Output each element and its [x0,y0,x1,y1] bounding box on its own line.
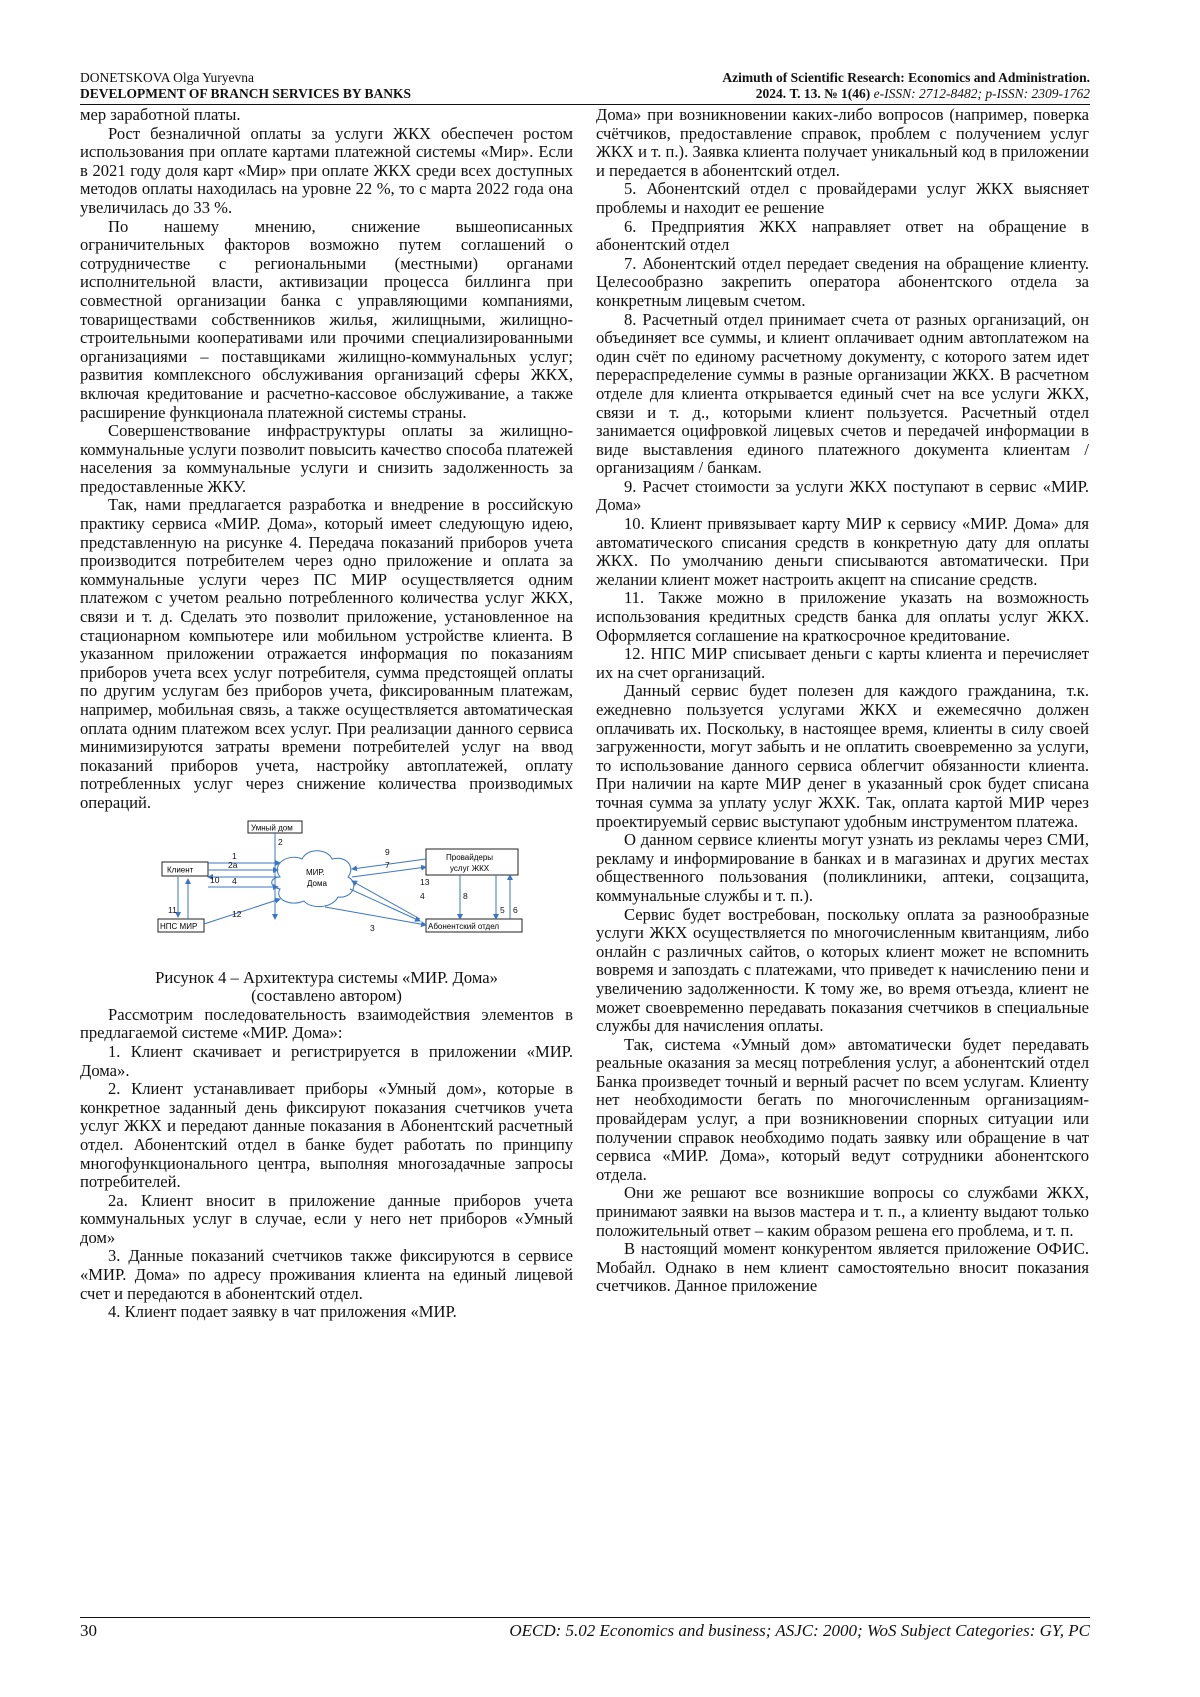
arrow-number: 3 [370,922,375,933]
figure-caption [80,969,573,1006]
page-footer [80,1617,1090,1640]
nps-mir-label: НПС МИР [160,921,198,931]
paragraph: мер заработной платы. [80,105,241,124]
paragraph: 3. Данные показаний счетчиков также фиксируются в сервисе «МИР. Дома» по адресу проживания клиента на единый лицевой счет и передаются в абонентский отдел. [80,1246,573,1303]
arrow-number: 4 [420,890,425,901]
header-article-title: DEVELOPMENT OF BRANCH SERVICES BY BANKS [80,86,411,101]
paragraph: Данный сервис будет полезен для каждого гражданина, т.к. ежедневно пользуется услугами ЖКХ и ежемесячно должен оплачивать их. Поскольку, в настоящее время, клиенты в силу своей загруженности, могут забыть и не оплатить своевременно за услуги, то использование данного сервиса облегчит обязанности клиента. При наличии на карте МИР денег в указанный срок будет списана точная сумма за уплату услуг ЖХК. Так, оплата картой МИР через проектируемый сервис выступают удобным инструментом платежа. [596,681,1089,831]
smart-home-label: Умный дом [251,823,293,833]
paragraph: По нашему мнению, снижение вышеописанных ограничительных факторов возможно путем соглашений о сотрудничестве с региональными (местными) органами исполнительной власти, активизации процесса биллинга при совместной организации банка с управляющими компаниями, товариществами собственников жилья, жилищными, жилищно-строительными кооперативами или прочими специализированными организациями – поставщиками жилищно-коммунальных услуг; развития комплексного обслуживания организаций сферы ЖКХ, включая кредитование и расчетно-кассовое обслуживание, а также расширение функционала платежной системы страны. [80,216,573,422]
paragraph: Так, нами предлагается разработка и внедрение в российскую практику сервиса «МИР. Дома», который имеет следующую идею, представленную на рисунке 4. Передача показаний приборов учета производится потребителем через одно приложение и оплата за коммунальные услуги через ПС МИР осуществляется одним платежом с учетом реально потребленного количества услуг ЖКХ, связи и т. д. Сделать это позволит приложение, установленное на стационарном компьютере или мобильном устройстве клиента. В указанном приложении отражается информация по показаниям приборов учета всех услуг потребителя, сумма предстоящей оплаты по другим услугам без приборов учета, фиксированным платежам, например, мобильная связь, а также осуществляется автоматическая оплата одним платежом всех услуг. При реализации данного сервиса минимизируются затраты времени потребителей услуг на ввод показаний приборов учета, настройку автоплатежей, оплату потребленных услуг через снижение количества производимых операций. [80,495,573,812]
arrow-number: 9 [385,846,390,857]
figure-4-diagram [80,819,573,969]
arrow-number: 7 [385,859,390,870]
caption-line-2: (составлено автором) [251,986,402,1006]
paragraph: 12. НПС МИР списывает деньги с карты клиента и перечисляет их на счет организаций. [596,644,1089,682]
paragraph: 7. Абонентский отдел передает сведения на обращение клиенту. Целесообразно закрепить оператора абонентского отдела за конкретным лицевым счетом. [596,253,1089,310]
header-left [80,70,411,102]
paragraph: О данном сервисе клиенты могут узнать из рекламы через СМИ, рекламу и информирование в банках и в магазинах и других местах общественного пользования (поликлиники, аптеки, соцзащита, коммунальные службы и т. п.). [596,830,1089,905]
footer-classification: OECD: 5.02 Economics and business; ASJC: 2000; WoS Subject Categories: GY, PC [509,1621,1090,1640]
header-journal: Azimuth of Scientific Research: Economics and Administration. [722,70,1090,85]
paragraph: Рассмотрим последовательность взаимодействия элементов в предлагаемой системе «МИР. Дома»: [80,1004,573,1043]
providers-label-1: Провайдеры [446,852,494,862]
architecture-diagram [120,819,540,969]
arrow-number: 6 [513,904,518,915]
subscriber-dept-label: Абонентский отдел [428,921,500,931]
paragraph: 5. Абонентский отдел с провайдерами услуг ЖКХ выясняет проблемы и находит ее решение [596,179,1089,217]
header-issn: e-ISSN: 2712-8482; p-ISSN: 2309-1762 [873,86,1090,101]
client-label: Клиент [167,865,194,875]
running-header [80,70,1090,105]
paragraph: 4. Клиент подает заявку в чат приложения «МИР. [108,1302,457,1322]
paragraph: Дома» при возникновении каких-либо вопросов (например, поверка счётчиков, предоставление справок, проблем с получением услуг ЖКХ и т. п.). Заявка клиента получает уникальный код в приложении и передается в абонентский отдел. [596,105,1089,180]
paragraph: Они же решают все возникшие вопросы со службами ЖКХ, принимают заявки на вызов мастера и т. п., а клиенту выдают только положительный ответ – каким образом решена его проблема, и т. п. [596,1183,1089,1240]
paragraph: Совершенствование инфраструктуры оплаты за жилищно-коммунальные услуги позволит повысить качество способа платежей населения за коммунальные услуги и снизить задолженность за предоставленные ЖКУ. [80,421,573,496]
paragraph: 11. Также можно в приложение указать на возможность использования кредитных средств банка для оплаты услуг ЖКХ. Оформляется соглашение на краткосрочное кредитование. [596,588,1089,645]
right-column [596,106,1089,1296]
caption-line-1: Рисунок 4 – Архитектура системы «МИР. Дома» [155,967,498,987]
header-issue: 2024. Т. 13. № 1(46) [755,86,871,101]
page-number: 30 [80,1621,97,1640]
paragraph: В настоящий момент конкурентом является приложение ОФИС. Мобайл. Однако в нем клиент самостоятельно вносит показания счетчиков. Данное приложение [596,1239,1089,1296]
paragraph: 8. Расчетный отдел принимает счета от разных организаций, он объединяет все суммы, и клиент оплачивает одним автоплатежом на один счёт по единому расчетному документу, с которого затем идет перераспределение суммы в разные организации ЖКХ. В расчетном отделе для клиента открывается единый счет на все услуги ЖКХ, связи и т. д., которыми клиент пользуется. Расчетный отдел занимается оцифровкой лицевых счетов и передачей информации в виде выставления единого платежного документа клиентам / организациям / банкам. [596,309,1089,478]
arrow-number: 2 [278,836,283,847]
paragraph: 10. Клиент привязывает карту МИР к сервису «МИР. Дома» для автоматического списания средств в конкретную дату для оплаты ЖКХ. По умолчанию деньги списываются автоматически. При желании клиент может настроить акцепт на списание средств. [596,514,1089,589]
paragraph: Так, система «Умный дом» автоматически будет передавать реальные оказания за месяц потребления услуг, а абонентский отдел Банка произведет точный и верный расчет по всем услугам. Клиенту нет необходимости бегать по многочисленным организациям-провайдерам услуг, а при возникновении спорных ситуации или получении справок необходимо подать заявку или обращение в чат сервиса «МИР. Дома», который ведут сотрудники абонентского отдела. [596,1034,1089,1184]
paragraph: 2а. Клиент вносит в приложение данные приборов учета коммунальных услуг в случае, если у него нет приборов «Умный дом» [80,1190,573,1247]
providers-label-2: услуг ЖКХ [450,863,490,873]
left-column [80,106,573,1322]
arrow-number: 2a [228,859,238,870]
paragraph: 2. Клиент устанавливает приборы «Умный дом», которые в конкретное заданный день фиксируют показания счетчиков учета услуг ЖКХ и передают данные показания в Абонентский расчетный отдел. Абонентский отдел в банке будет работать по принципу многофункционального центра, выполняя многозадачные запросы потребителей. [80,1079,573,1192]
paragraph: 1. Клиент скачивает и регистрируется в приложении «МИР. Дома». [80,1041,573,1080]
paragraph: 9. Расчет стоимости за услуги ЖКХ поступают в сервис «МИР. Дома» [596,476,1089,515]
arrow-number: 4 [232,875,237,886]
paragraph: Сервис будет востребован, поскольку оплата за разнообразные услуги ЖКХ осуществляется по многочисленным квитанциям, либо онлайн с различных сайтов, о которых клиент может не вспомнить вовремя и запоздать с платежами, что приведет к начислению пени и увеличению задолженности. К тому же, во время отъезда, клиент не может своевременно передавать показания счетчиков в специальные службы для начисления оплаты. [596,904,1089,1036]
arrow-number: 1 [232,850,237,861]
paragraph: 6. Предприятия ЖКХ направляет ответ на обращение в абонентский отдел [596,216,1089,255]
arrow-number: 13 [420,876,430,887]
header-right [722,70,1090,102]
arrow-number: 12 [232,908,242,919]
mir-label-2: Дома [307,878,327,888]
arrow-number: 11 [168,904,177,915]
arrow-number: 8 [463,890,468,901]
header-author: DONETSKOVA Olga Yuryevna [80,70,254,85]
mir-label-1: МИР. [306,867,325,877]
arrow-number: 10 [210,874,220,885]
paragraph: Рост безналичной оплаты за услуги ЖКХ обеспечен ростом использования при оплате картами платежной системы «Мир». Если в 2021 году доля карт «Мир» при оплате ЖКХ среди всех доступных методов оплаты находилась на уровне 22 %, то с марта 2022 года она увеличилась до 33 %. [80,123,573,217]
arrow-number: 5 [500,904,505,915]
